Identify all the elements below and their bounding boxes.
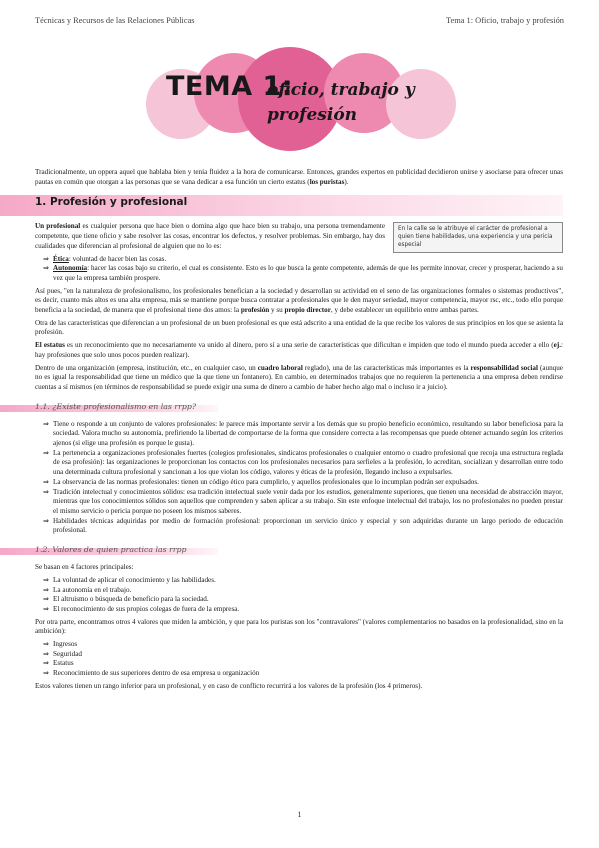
professional-definition: Un profesional es cualquier persona que hace bien o domina algo que hace bien su trabajo, una persona tremendamente competente, que tiene oficio y sabe resolver las cosas, encontrar los defectos, y resolver problemas. Sin embargo, hay dos cualidades que diferencian al profesional de alguien que no lo es: [35, 222, 386, 250]
document-body [35, 168, 563, 695]
list-item: ⇒ La observancia de las normas profesionales: tienen un código ético para cumplirlo, y aquellos profesionales que lo incumplan podrán ser expulsados. [43, 477, 479, 486]
paragraph: Estos valores tienen un rango inferior para un profesional, y en caso de conflicto recurrirá a los valores de la profesión (los 4 primeros). [35, 681, 423, 690]
list-item: ⇒ Ingresos [43, 640, 78, 649]
page-header [35, 16, 564, 28]
section-heading: 1. Profesión y profesional [0, 195, 563, 216]
list-item: ⇒ Habilidades técnicas adquiridas por medio de formación profesional: proporcionan un servicio único y especial y son adquiridas durante un largo periodo de educación profesional. [43, 516, 563, 535]
page-number: 1 [297, 810, 302, 819]
list-item: ⇒ La voluntad de aplicar el conocimiento y las habilidades. [43, 575, 216, 584]
title-line-1: oficio, trabajo y [267, 80, 415, 100]
list-item: ⇒ El reconocimiento de sus propios colegas de fuera de la empresa. [43, 604, 240, 613]
paragraph: Así pues, "en la naturaleza de profesionalismo, los profesionales benefician a la sociedad y desarrollan su actividad en el seno de las organizaciones formales o sistemas productivos", es decir, cuanto más altos es una alta empresa, más se mantiene porque busca contratar a profesionales que le den mayor seriedad, mayor competencia, mayor rsc, etc., todo ello porque beneficia a la sociedad, de manera que el profesional tiene dos amos: la profesión y su propio director, y debe establecer un equilibrio entre ambas partes. [35, 286, 563, 315]
list-item: ⇒ Ética: voluntad de hacer bien las cosas. [43, 254, 167, 263]
contravalues-list [43, 640, 563, 679]
paragraph: Dentro de una organización (empresa, institución, etc., en cualquier caso, un cuadro laboral reglado), una de las características más importantes es la responsabilidad social (aunque no es igual la responsabilidad que tiene un médico que la que tiene un fontanero). En cambio, en determinados trabajos que no requieren la pertenencia a una empresa deben rendirse cuentas a sí mismos (en términos de responsabilidad se puede exigir una suma de dinero a cambio de haber hecho algo mal o incluso ir a juicio). [35, 363, 563, 391]
list-item: ⇒ La pertenencia a organizaciones profesionales fuertes (colegios profesionales, sindicatos profesionales o cualquier entorno o cuadro profesional que recoja una estructura reglada de esa profesión): las organizaciones le proporcionan los contactos con los profesionales necesarios para serfieles a la profesión, lo acreditan, socializan y desarrollan entre todo una determinada cultura profesional y sancionan a los que violan los código, valores y éticas de la profesión, llegando incluso a expulsarles. [43, 448, 563, 477]
list-item: ⇒ Tradición intelectual y conocimientos sólidos: esa tradición intelectual suele venir dada por los estudios, generalmente superiores, que tienen una necesidad de abstracción mayor, mientras que los conocimientos sólidos son aquellos que comprenden y saben aplicar a su trabajo. Sin este enfoque intelectual del trabajo, los no profesionales no pueden prestar el mismo servicio o pericia porque no poseen los mismos saberes. [43, 487, 563, 515]
intro-paragraph: Tradicionalmente, un oppera aquel que hablaba bien y tenía fluidez a la hora de comunicarse. Entonces, grandes expertos en publicidad decidieron unirse y asociarse para ofrecer unas pautas en común que otorgan a las personas que se vana dedicar a esa función un cierto estatus (los puristas). [35, 168, 563, 186]
course-title: Técnicas y Recursos de las Relaciones Públicas [35, 16, 195, 25]
title-line-2: profesión [267, 105, 358, 125]
qualities-list [43, 255, 563, 284]
factors-list [43, 576, 563, 615]
list-item: ⇒ El altruismo o búsqueda de beneficio para la sociedad. [43, 595, 209, 604]
subsection-heading: 1.2. Valores de quien practica las rrpp [35, 545, 563, 557]
list-item: ⇒ Estatus [43, 659, 74, 668]
list-item: ⇒ Autonomía: hacer las cosas bajo su criterio, el cual es consistente. Esto es lo que busca la gente competente, además de que les permite innovar, crecer y prosperar, haciendo a su vez que la empresa también prospere. [43, 264, 563, 282]
paragraph: Por otra parte, encontramos otros 4 valores que miden la ambición, y que para los puristas son los "contravalores" (valores complementarios no basados en la profesionalidad, sino en la ambición): [35, 617, 563, 636]
title-banner [146, 47, 464, 153]
paragraph: Otra de las características que diferencian a un profesional de un buen profesional es que está adscrito a una entidad de la que recibe los valores de sus principios en los que se asienta la profesión. [35, 318, 563, 337]
subsection-heading: 1.1. ¿Existe profesionalismo en las rrpp? [35, 402, 563, 414]
list-item: ⇒ Tiene o responde a un conjunto de valores profesionales: le parece más importante servir a los demás que su propio beneficio económico, resultando su labor beneficiosa para la sociedad. Valora mucho su autonomía, prefiriendo la libertad de comportarse de la forma que considere correcta a las recompensas que puede obtener actuando según los criterios ajenos (si elige una profesión es porque le gusta). [43, 419, 563, 448]
list-item: ⇒ La autonomía en el trabajo. [43, 585, 132, 594]
list-item: ⇒ Seguridad [43, 649, 82, 658]
paragraph: El estatus es un reconocimiento que no necesariamente va unido al dinero, pero sí a una serie de características que dificultan e impiden que todo el mundo pueda acceder a ello (ej.: hay profesiones que solo unos pocos pueden realizar). [35, 341, 563, 359]
topic-title: Tema 1: Oficio, trabajo y profesión [445, 16, 564, 25]
tema-label: TEMA 1: [166, 71, 294, 102]
professionalism-list [43, 420, 563, 536]
paragraph: Se basan en 4 factores principales: [35, 563, 134, 572]
list-item: ⇒ Reconocimiento de sus superiores dentro de esa empresa u organización [43, 669, 260, 678]
definition-callout: En la calle se le atribuye el carácter de profesional a quien tiene habilidades, una experiencia y una pericia especial [393, 222, 563, 253]
